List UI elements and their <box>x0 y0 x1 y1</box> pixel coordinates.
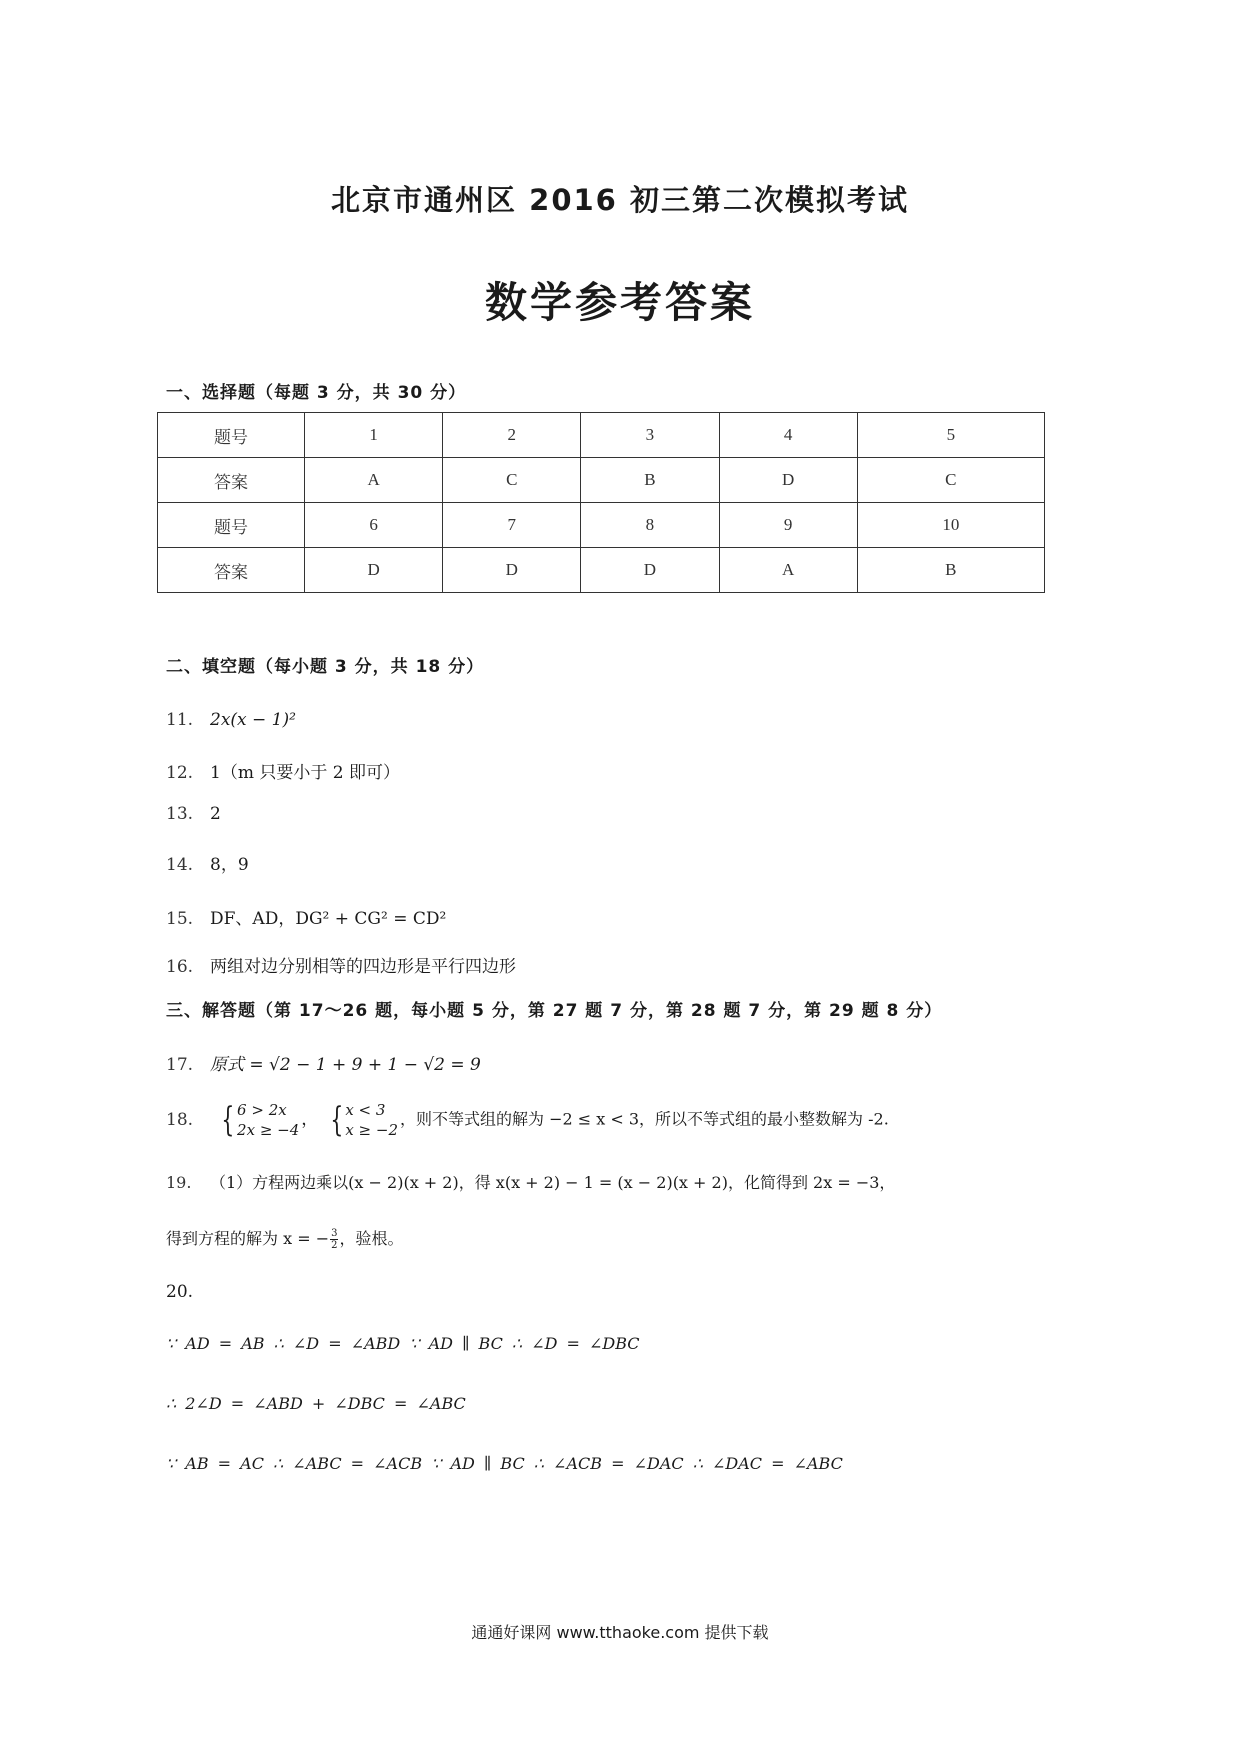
answer-text: 两组对边分别相等的四边形是平行四边形 <box>210 957 516 977</box>
answer-text: ，则不等式组的解为 −2 ≤ x < 3，所以不等式组的最小整数解为 -2. <box>400 1109 889 1129</box>
answer-table-cell: 1 <box>305 413 443 458</box>
left-brace: { <box>330 1100 343 1140</box>
inequality-system-2 <box>326 1100 398 1140</box>
answer-table-cell: C <box>443 458 581 503</box>
answer-11 <box>166 710 296 730</box>
answer-text: DF、AD，DG² + CG² = CD² <box>210 909 447 929</box>
answer-table-cell: D <box>719 458 857 503</box>
answer-table-row <box>158 458 1045 503</box>
answer-14 <box>166 850 249 875</box>
inequality-system-1 <box>217 1100 299 1140</box>
section3-heading: 三、解答题（第 17～26 题，每小题 5 分，第 27 题 7 分，第 28 题 7 分，第 29 题 8 分） <box>166 1001 943 1021</box>
answer-table-cell: C <box>857 458 1044 503</box>
row-header-cell: 题号 <box>158 413 305 458</box>
answer-table-cell: 5 <box>857 413 1044 458</box>
item-number: 18. <box>166 1109 194 1130</box>
fraction-numerator: 3 <box>331 1228 338 1239</box>
answer-text: 得到方程的解为 x = − <box>166 1229 330 1248</box>
row-header-cell: 答案 <box>158 458 305 503</box>
answer-text: 2x(x − 1)² <box>210 710 296 730</box>
exam-title: 北京市通州区 2016 初三第二次模拟考试 <box>331 183 909 217</box>
answer-table-cell: B <box>581 458 719 503</box>
answer-table-cell: D <box>305 548 443 593</box>
answer-text: 8，9 <box>210 855 249 875</box>
item-number: 13. <box>166 804 194 824</box>
answer-16 <box>166 952 516 977</box>
answer-table-cell: 4 <box>719 413 857 458</box>
system-row: x ≥ −2 <box>345 1121 399 1139</box>
answer-table-cell: 6 <box>305 503 443 548</box>
answer-19-line1 <box>166 1170 895 1193</box>
answer-15 <box>166 904 446 929</box>
answer-table-cell: 8 <box>581 503 719 548</box>
system-row: x < 3 <box>345 1101 386 1119</box>
answer-table-cell: 9 <box>719 503 857 548</box>
answer-table-cell: A <box>305 458 443 503</box>
item-number: 14. <box>166 855 194 875</box>
section2-heading: 二、填空题（每小题 3 分，共 18 分） <box>166 657 485 677</box>
row-header-cell: 题号 <box>158 503 305 548</box>
left-brace: { <box>221 1100 235 1140</box>
answer-text: 原式 = √2 − 1 + 9 + 1 − √2 = 9 <box>210 1055 481 1075</box>
multiple-choice-answer-table <box>157 412 1045 593</box>
answer-table-row <box>158 413 1045 458</box>
answer-table-cell: 7 <box>443 503 581 548</box>
answer-18 <box>166 1100 889 1140</box>
item-number: 19. <box>166 1173 192 1192</box>
item-number: 15. <box>166 909 194 929</box>
separator: ， <box>301 1109 319 1130</box>
fraction-denominator: 2 <box>331 1240 338 1251</box>
answer-table-row <box>158 503 1045 548</box>
answer-12 <box>166 758 400 783</box>
proof-line-1: ∵ AD = AB ∴ ∠D = ∠ABD ∵ AD ∥ BC ∴ ∠D = ∠DBC <box>166 1334 640 1353</box>
system-row: 2x ≥ −4 <box>237 1121 300 1139</box>
answer-table-cell: D <box>443 548 581 593</box>
item-number: 11. <box>166 710 194 730</box>
proof-line-2: ∴ 2∠D = ∠ABD + ∠DBC = ∠ABC <box>166 1394 466 1413</box>
answer-13 <box>166 804 221 824</box>
answer-table-row <box>158 548 1045 593</box>
proof-line-3: ∵ AB = AC ∴ ∠ABC = ∠ACB ∵ AD ∥ BC ∴ ∠ACB = ∠DAC ∴ ∠DAC = ∠ABC <box>166 1454 843 1473</box>
row-header-cell: 答案 <box>158 548 305 593</box>
answer-text: （1）方程两边乘以(x − 2)(x + 2)，得 x(x + 2) − 1 = (x − 2)(x + 2)，化简得到 2x = −3， <box>210 1173 896 1192</box>
answer-text: 1（m 只要小于 2 即可） <box>210 763 400 783</box>
fraction <box>330 1228 338 1251</box>
system-row: 6 > 2x <box>237 1101 287 1119</box>
answer-table-cell: 10 <box>857 503 1044 548</box>
item-number: 17. <box>166 1055 194 1075</box>
answer-19-line2 <box>166 1226 404 1251</box>
answer-17 <box>166 1050 481 1075</box>
answer-table-cell: 2 <box>443 413 581 458</box>
answer-table-cell: 3 <box>581 413 719 458</box>
document-title: 数学参考答案 <box>484 278 755 327</box>
item-number: 12. <box>166 763 194 783</box>
answer-table-cell: B <box>857 548 1044 593</box>
section1-heading: 一、选择题（每题 3 分，共 30 分） <box>166 383 467 403</box>
answer-text: ，验根。 <box>339 1229 404 1248</box>
footer-source: 通通好课网 www.tthaoke.com 提供下载 <box>471 1623 769 1642</box>
answer-20-number: 20. <box>166 1282 194 1302</box>
answer-table-cell: D <box>581 548 719 593</box>
answer-table-cell: A <box>719 548 857 593</box>
item-number: 16. <box>166 957 194 977</box>
answer-text: 2 <box>210 804 221 824</box>
